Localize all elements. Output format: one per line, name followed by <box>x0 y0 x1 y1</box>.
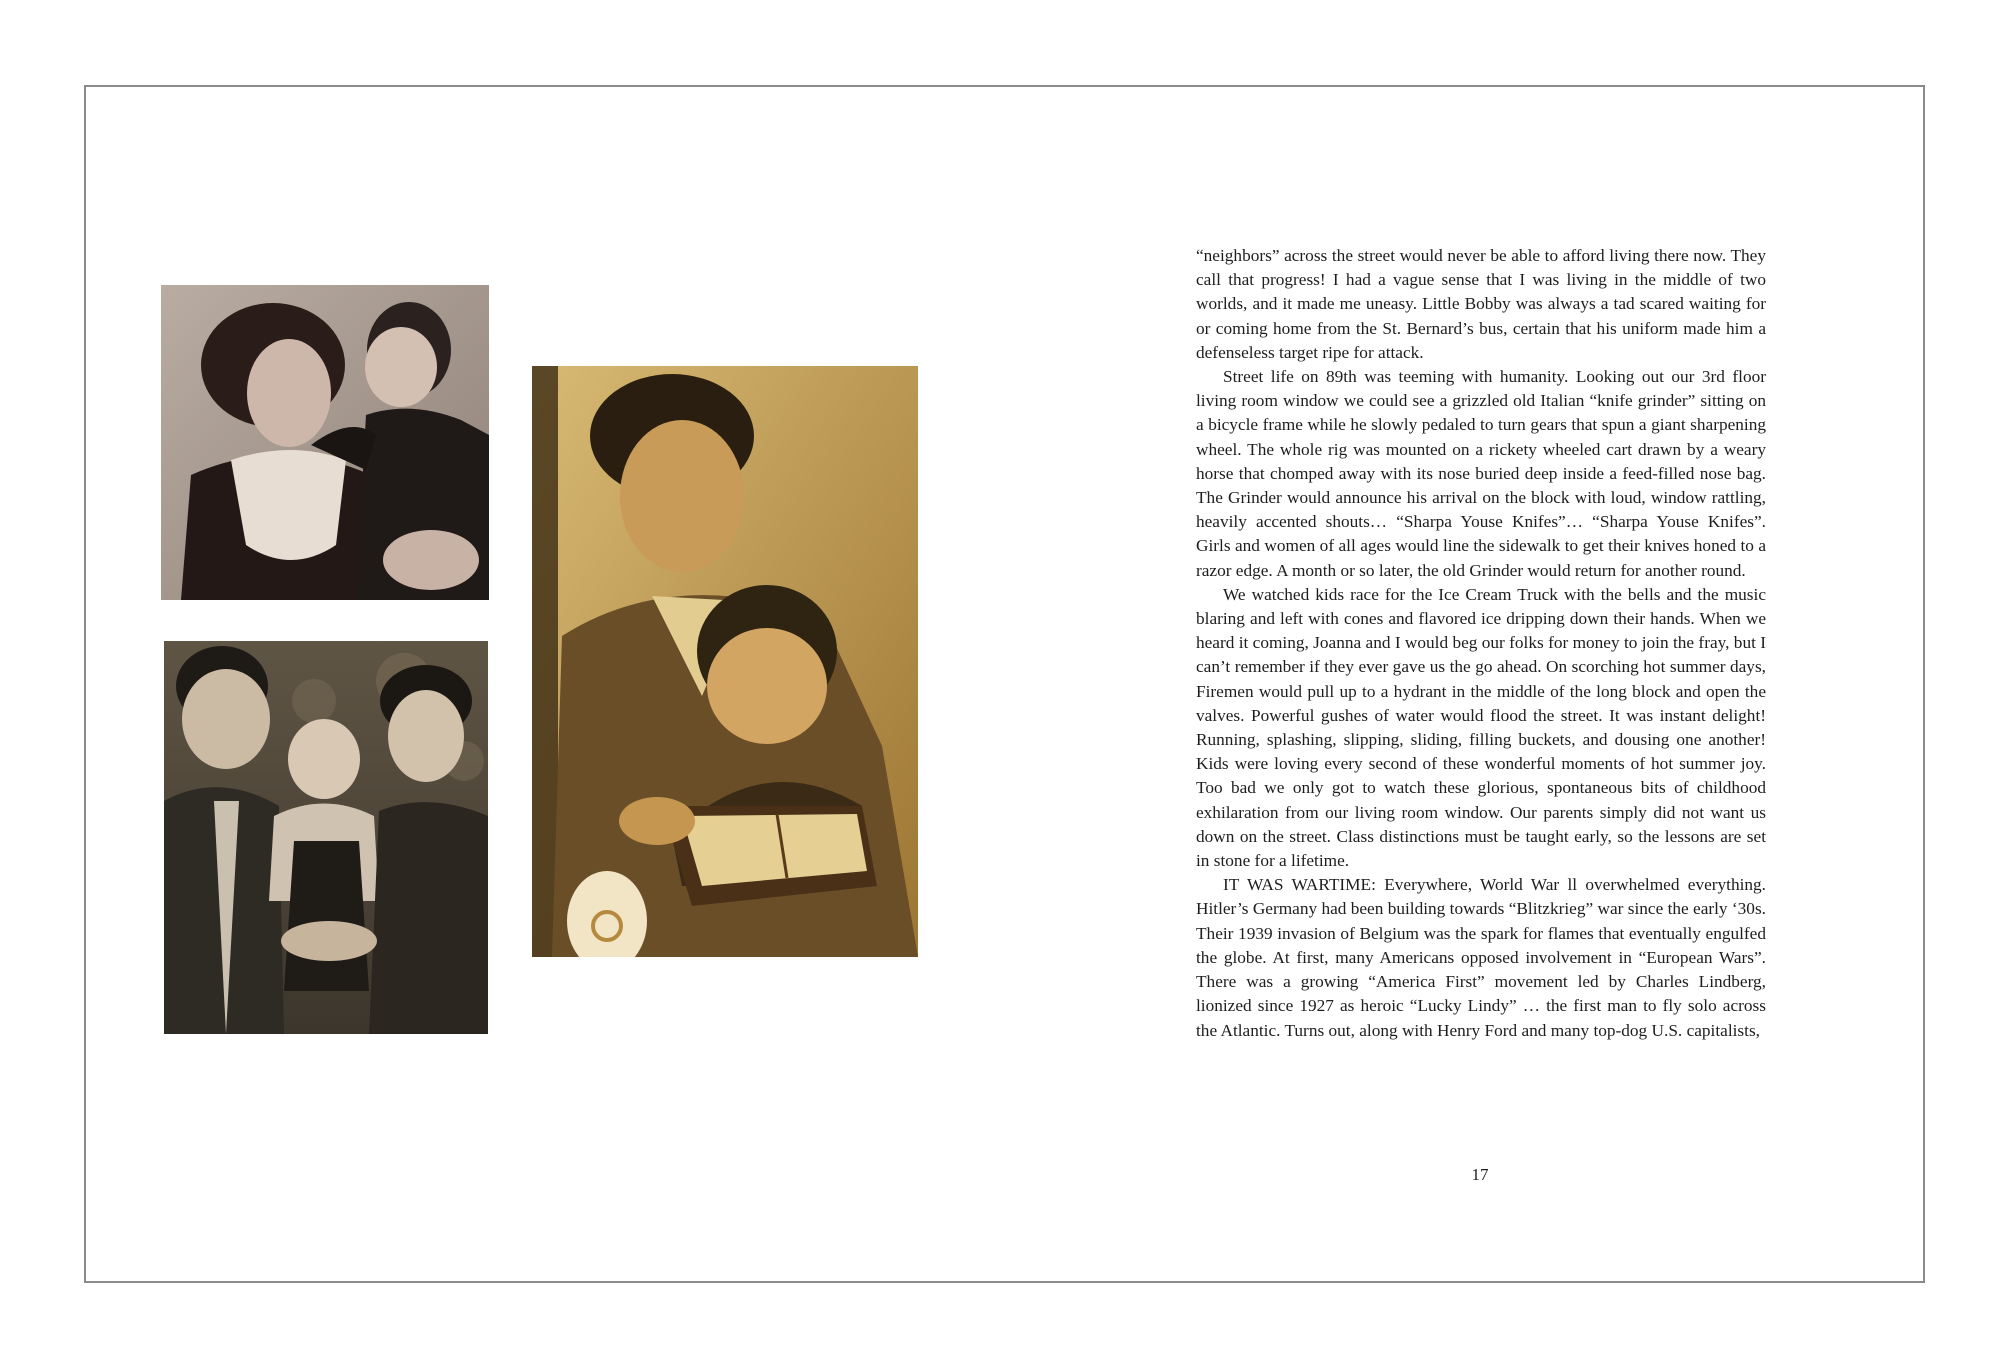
paragraph-wartime: IT WAS WARTIME: Everywhere, World War ll overwhelmed everything. Hitler’s Germany had been building towards “Blitzkrieg” war since the early ‘30s. Their 1939 invasion of Belgium was the spark for flames that eventually engulfed the globe. At first, many Americans opposed involvement in “European Wars”. There was a growing “America First” movement led by Charles Lindberg, lionized since 1927 as heroic “Lucky Lindy” … the first man to fly solo across the Atlantic. Turns out, along with Henry Ford and many top-dog U.S. capitalists, <box>1196 875 1766 1040</box>
body-text-column <box>1196 244 1766 1043</box>
photo-father-reading-to-son <box>532 366 918 957</box>
paragraph-neighbors: “neighbors” across the street would never be able to afford living there now. They call that progress! I had a vague sense that I was living in the middle of two worlds, and it made me uneasy. Little Bobby was always a tad scared waiting for or coming home from the St. Bernard’s bus, certain that his uniform made him a defenseless target ripe for attack. <box>1196 246 1766 362</box>
photo-family-portrait <box>164 641 488 1034</box>
paragraph-street-life: Street life on 89th was teeming with humanity. Looking out our 3rd floor living room window we could see a grizzled old Italian “knife grinder” sitting on a bicycle frame while he slowly pedaled to turn gears that spun a giant sharpening wheel. The whole rig was mounted on a rickety wheeled cart drawn by a weary horse that chomped away with its nose buried deep inside a feed-filled nose bag. The Grinder would announce his arrival on the block with loud, window rattling, heavily accented shouts… “Sharpa Youse Knifes”… “Sharpa Youse Knifes”. Girls and women of all ages would line the sidewalk to get their knives honed to a razor edge. A month or so later, the old Grinder would return for another round. <box>1196 367 1766 580</box>
paragraph-ice-cream-truck: We watched kids race for the Ice Cream Truck with the bells and the music blaring and left with cones and flavored ice dripping down their hands. When we heard it coming, Joanna and I would beg our folks for money to join the fray, but I can’t remember if they ever gave us the go ahead. On scorching hot summer days, Firemen would pull up to a hydrant in the middle of the long block and open the valves. Powerful gushes of water would flood the street. It was instant delight! Running, splashing, slipping, sliding, filling buckets, and dousing one another! Kids were loving every second of these wonderful moments of hot summer joy. Too bad we only got to watch these glorious, spontaneous bits of childhood exhilaration from our living room window. Our parents simply did not want us down on the street. Class distinctions must be taught early, so the lessons are set in stone for a lifetime. <box>1196 584 1766 871</box>
page-number: 17 <box>1471 1165 1489 1184</box>
photo-mother-and-son <box>161 285 489 600</box>
photo-mother-and-son-image <box>161 285 489 600</box>
photo-father-reading-to-son-image <box>532 366 918 957</box>
photo-family-portrait-image <box>164 641 488 1034</box>
